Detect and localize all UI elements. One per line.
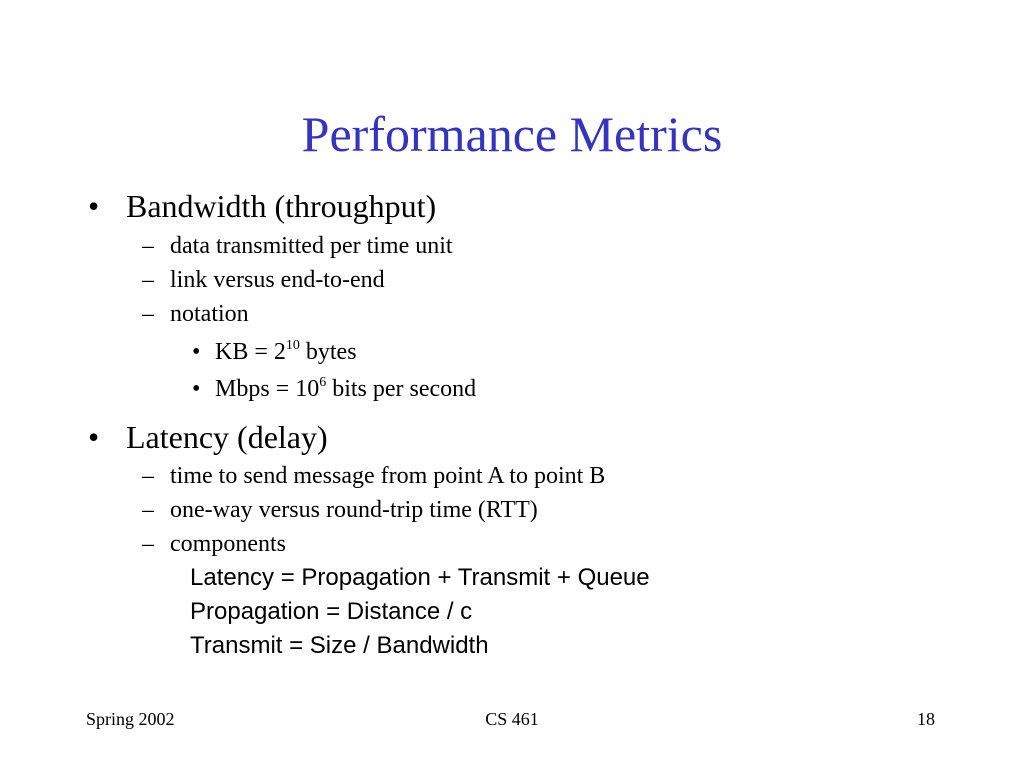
bullet-label: Latency (delay) (126, 419, 328, 455)
notation-suffix: bytes (299, 339, 357, 365)
subitem-label: components (170, 531, 286, 557)
formula-latency: Latency = Propagation + Transmit + Queue (190, 564, 650, 591)
notation-text (215, 338, 357, 366)
notation-prefix: Mbps = 10 (215, 376, 320, 402)
notation-text (215, 375, 476, 403)
dash-marker: – (142, 463, 154, 489)
bullet-label: Bandwidth (throughput) (126, 188, 437, 224)
footer-course: CS 461 (485, 709, 539, 729)
notation-exponent: 10 (285, 338, 300, 353)
subitem-label: link versus end-to-end (170, 267, 385, 293)
bullet-marker: • (192, 376, 201, 402)
formula-transmit: Transmit = Size / Bandwidth (190, 632, 489, 659)
bullet-marker: • (88, 419, 100, 455)
bullet-marker: • (192, 339, 201, 365)
dash-marker: – (142, 531, 154, 557)
dash-marker: – (142, 267, 154, 293)
subitem-label: time to send message from point A to point B (170, 463, 606, 489)
subitem-label: one-way versus round-trip time (RTT) (170, 497, 538, 523)
footer-page-number: 18 (917, 709, 935, 729)
dash-marker: – (142, 233, 154, 259)
notation-exponent: 6 (319, 375, 327, 390)
subitem-label: notation (170, 301, 249, 327)
dash-marker: – (142, 497, 154, 523)
slide-title: Performance Metrics (301, 106, 723, 162)
formula-propagation: Propagation = Distance / c (190, 598, 473, 625)
notation-suffix: bits per second (326, 376, 477, 402)
dash-marker: – (142, 301, 154, 327)
notation-prefix: KB = 2 (215, 339, 286, 365)
footer-date: Spring 2002 (86, 709, 175, 729)
subitem-label: data transmitted per time unit (170, 233, 453, 259)
bullet-marker: • (88, 188, 100, 224)
